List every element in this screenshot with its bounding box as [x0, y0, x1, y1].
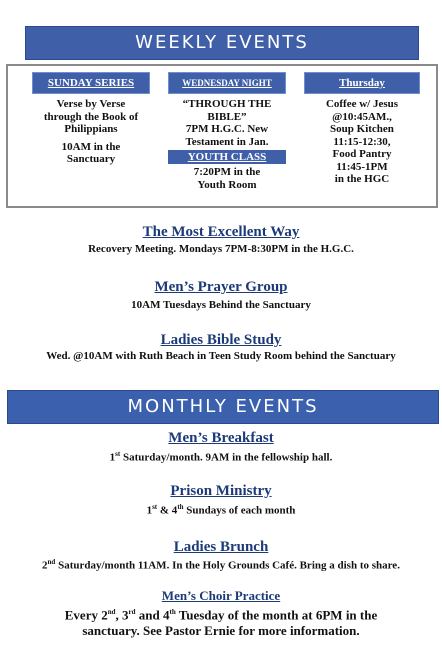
- wednesday-line: BIBLE”: [207, 110, 247, 123]
- sunday-line: 10AM in the: [61, 140, 121, 153]
- wednesday-line: 7PM H.G.C. New: [185, 123, 269, 135]
- monthly-events-banner: MONTHLY EVENTS: [7, 390, 439, 424]
- youth-class-line: 7:20PM in the: [193, 166, 261, 178]
- wednesday-line: “THROUGH THE: [182, 98, 272, 110]
- event-title: Men’s Prayer Group: [154, 279, 288, 295]
- youth-class-line: Youth Room: [197, 178, 257, 191]
- sunday-series-column: [32, 72, 150, 166]
- weekly-events-box: [6, 64, 438, 208]
- monthly-event-title: Prison Ministry: [170, 483, 272, 499]
- monthly-event-description: 1st Saturday/month. 9AM in the fellowship hall.: [109, 450, 333, 464]
- thursday-line: Coffee w/ Jesus: [325, 98, 399, 110]
- youth-class-heading: YOUTH CLASS: [168, 150, 286, 164]
- sunday-line: Philippians: [64, 123, 118, 135]
- thursday-column: [304, 72, 420, 186]
- monthly-event-title: Ladies Brunch: [173, 539, 269, 555]
- thursday-line: Soup Kitchen: [330, 123, 394, 135]
- wednesday-night-column: [168, 72, 286, 191]
- thursday-line: in the HGC: [334, 173, 390, 185]
- event-title: The Most Excellent Way: [142, 224, 300, 240]
- event-title: Ladies Bible Study: [160, 332, 282, 348]
- sunday-line: Sanctuary: [66, 153, 116, 165]
- monthly-event-description: 1st & 4th Sundays of each month: [146, 503, 296, 517]
- thursday-line: Food Pantry: [332, 148, 392, 160]
- thursday-line: @10:45AM.,: [332, 110, 392, 123]
- wednesday-line: Testament in Jan.: [185, 135, 269, 148]
- event-description: 10AM Tuesdays Behind the Sanctuary: [131, 299, 311, 311]
- sunday-line: Verse by Verse: [56, 98, 126, 110]
- sunday-series-heading: SUNDAY SERIES: [32, 72, 150, 94]
- weekly-events-banner: WEEKLY EVENTS: [25, 26, 419, 60]
- choir-practice-title: Men’s Choir Practice: [161, 588, 281, 603]
- thursday-line: 11:45-1PM: [336, 160, 388, 173]
- wednesday-night-heading: WEDNESDAY NIGHT: [168, 72, 286, 94]
- monthly-event-title: Men’s Breakfast: [168, 430, 274, 446]
- thursday-line: 11:15-12:30,: [333, 135, 391, 148]
- monthly-event-description: 2nd Saturday/month 11AM. In the Holy Grounds Café. Bring a dish to share.: [42, 558, 400, 572]
- choir-practice-description: Every 2nd, 3rd and 4th Tuesday of the month at 6PM in the sanctuary. See Pastor Ernie for more information.: [64, 607, 378, 639]
- sunday-line: through the Book of: [43, 110, 139, 123]
- event-description: Recovery Meeting. Mondays 7PM-8:30PM in the H.G.C.: [88, 243, 354, 255]
- event-description: Wed. @10AM with Ruth Beach in Teen Study Room behind the Sanctuary: [46, 350, 396, 362]
- thursday-heading: Thursday: [304, 72, 420, 94]
